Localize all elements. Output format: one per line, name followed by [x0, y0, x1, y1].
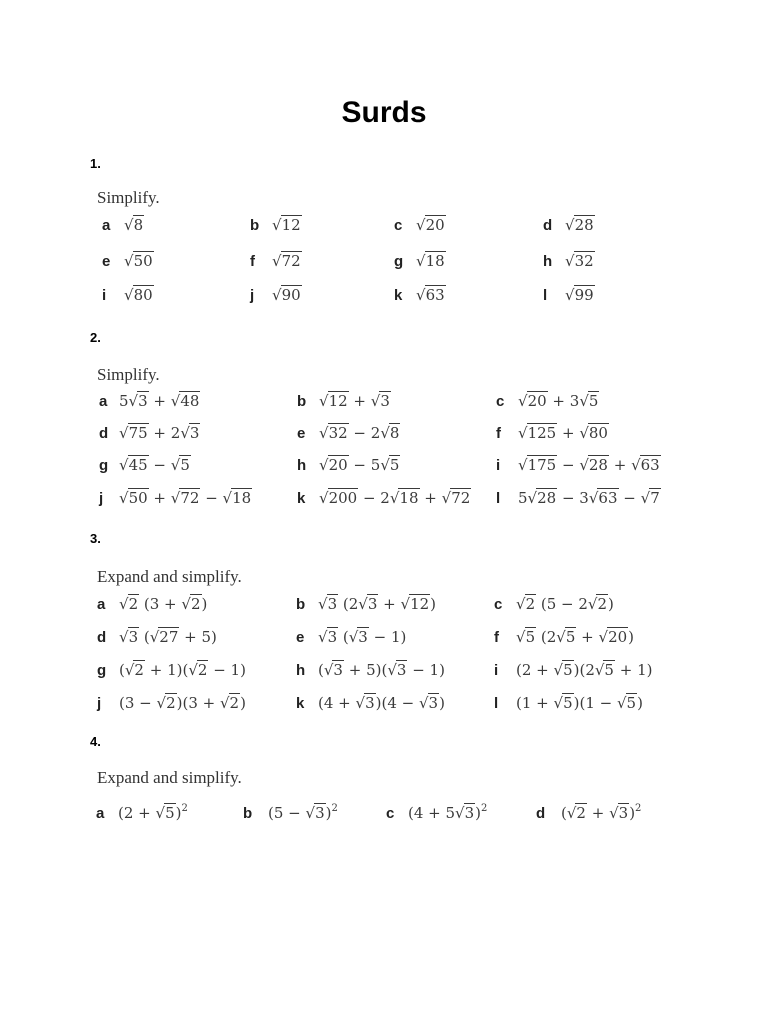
radical-sign: √ — [441, 489, 452, 507]
radical-sign: √ — [156, 694, 167, 712]
radicand: 2 — [190, 595, 201, 613]
item-letter: g — [394, 253, 404, 270]
exercise-item — [250, 216, 302, 234]
exercise-item — [394, 216, 446, 234]
radical-sign: √ — [155, 804, 166, 822]
radicand: 12 — [281, 216, 301, 234]
radical-sign: √ — [579, 456, 589, 474]
item-expression: $(4 + 5√3)^2$ — [408, 803, 488, 822]
item-letter: d — [543, 217, 553, 234]
radical-sign: √ — [553, 661, 564, 679]
exercise-item — [97, 628, 217, 646]
item-letter: j — [250, 287, 255, 304]
radicand: 2 — [229, 694, 240, 712]
radicand: 3 — [138, 392, 148, 410]
item-expression: √3 (√27 + 5) — [119, 628, 217, 646]
exercise-item — [297, 392, 391, 410]
item-expression: $(√2 + √3)^2$ — [561, 803, 642, 822]
item-letter: g — [99, 457, 109, 474]
radicand: 3 — [128, 628, 139, 646]
radical-sign: √ — [370, 392, 381, 410]
radical-sign: √ — [565, 216, 575, 234]
exercise-item — [494, 694, 643, 712]
radical-sign: √ — [455, 804, 465, 822]
exercise-item — [99, 489, 252, 507]
radical-sign: √ — [272, 286, 282, 304]
item-expression: $(5 - √3)^2$ — [268, 803, 338, 822]
exercise-item — [386, 803, 487, 822]
radicand: 90 — [281, 286, 301, 304]
item-expression — [416, 216, 446, 234]
exercise-item — [494, 661, 652, 679]
radical-sign: √ — [416, 216, 426, 234]
item-letter: l — [543, 287, 548, 304]
radicand: 5 — [180, 456, 190, 474]
item-expression — [565, 286, 595, 304]
radical-sign: √ — [358, 595, 368, 613]
radicand: 99 — [574, 286, 594, 304]
item-letter: l — [496, 490, 501, 507]
radicand: 32 — [328, 424, 348, 442]
radical-sign: √ — [119, 595, 129, 613]
radical-sign: √ — [609, 804, 619, 822]
exercise-item — [102, 216, 144, 234]
item-letter: c — [494, 596, 503, 613]
radicand: 63 — [640, 456, 660, 474]
item-letter: e — [296, 629, 305, 646]
radical-sign: √ — [318, 595, 328, 613]
radical-sign: √ — [149, 628, 160, 646]
radical-sign: √ — [416, 252, 426, 270]
item-expression: √3 (√3 − 1) — [318, 628, 407, 646]
radicand: 3 — [315, 804, 325, 822]
radicand: 72 — [451, 489, 471, 507]
item-letter: k — [394, 287, 403, 304]
radical-sign: √ — [319, 456, 329, 474]
item-letter: b — [250, 217, 260, 234]
radical-sign: √ — [389, 489, 400, 507]
item-expression: √175 − √28 + √63 — [518, 456, 660, 474]
exercise-item — [250, 286, 302, 304]
radicand: 3 — [365, 694, 375, 712]
radicand: 20 — [328, 456, 348, 474]
item-expression: √20 + 3√5 — [518, 392, 599, 410]
item-expression — [124, 286, 154, 304]
radicand: 2 — [597, 595, 608, 613]
radicand: 3 — [358, 628, 368, 646]
radicand: 72 — [281, 252, 301, 270]
item-expression — [124, 252, 154, 270]
radical-sign: √ — [319, 424, 329, 442]
item-letter: i — [102, 287, 107, 304]
radicand: 18 — [232, 489, 252, 507]
item-letter: c — [386, 805, 395, 822]
radical-sign: √ — [380, 456, 390, 474]
item-letter: k — [296, 695, 305, 712]
radical-sign: √ — [124, 286, 134, 304]
item-letter: b — [296, 596, 306, 613]
item-expression: (√2 + 1)(√2 − 1) — [119, 661, 246, 679]
item-expression: √125 + √80 — [518, 424, 608, 442]
item-letter: f — [250, 253, 255, 270]
radical-sign: √ — [323, 661, 334, 679]
radical-sign: √ — [181, 595, 191, 613]
item-letter: c — [496, 393, 505, 410]
question-instruction: Simplify. — [97, 365, 160, 384]
exponent: 2 — [635, 803, 642, 814]
exercise-item — [97, 595, 207, 613]
exercise-item — [297, 424, 400, 442]
radicand: 5 — [565, 628, 576, 646]
item-letter: a — [102, 217, 111, 234]
item-expression: $(2 + √5)^2$ — [118, 803, 188, 822]
radicand: 8 — [133, 216, 144, 234]
radicand: 175 — [527, 456, 557, 474]
radical-sign: √ — [387, 661, 397, 679]
item-letter: d — [97, 629, 107, 646]
item-letter: j — [97, 695, 102, 712]
item-expression: √50 + √72 − √18 — [119, 489, 252, 507]
radical-sign: √ — [416, 286, 426, 304]
radicand: 20 — [527, 392, 547, 410]
radical-sign: √ — [631, 456, 641, 474]
radicand: 7 — [650, 489, 660, 507]
question-number: 3. — [90, 531, 101, 546]
radicand: 8 — [389, 424, 400, 442]
radicand: 2 — [166, 694, 176, 712]
radical-sign: √ — [588, 489, 599, 507]
exercise-item — [99, 456, 191, 474]
item-expression: (1 + √5)(1 − √5) — [516, 694, 643, 712]
radicand: 3 — [327, 628, 338, 646]
radical-sign: √ — [124, 216, 134, 234]
radicand: 28 — [574, 216, 594, 234]
radical-sign: √ — [222, 489, 233, 507]
exercise-item — [296, 694, 445, 712]
radical-sign: √ — [219, 694, 230, 712]
item-expression: √75 + 2√3 — [119, 424, 200, 442]
radical-sign: √ — [119, 628, 129, 646]
item-expression: √3 (2√3 + √12) — [318, 595, 437, 613]
item-expression: √32 − 2√8 — [319, 424, 400, 442]
item-expression: 5√28 − 3√63 − √7 — [518, 489, 660, 507]
exercise-item — [243, 803, 338, 822]
exercise-item — [394, 252, 446, 270]
radical-sign: √ — [556, 628, 566, 646]
item-expression: √12 + √3 — [319, 392, 390, 410]
radical-sign: √ — [272, 252, 282, 270]
item-expression: (√3 + 5)(√3 − 1) — [318, 661, 445, 679]
exercise-item — [102, 252, 154, 270]
item-expression: √200 − 2√18 + √72 — [319, 489, 471, 507]
radical-sign: √ — [566, 804, 577, 822]
radicand: 75 — [128, 424, 148, 442]
item-letter: e — [297, 425, 306, 442]
item-letter: e — [102, 253, 111, 270]
exercise-item — [97, 694, 246, 712]
radical-sign: √ — [124, 661, 135, 679]
radical-sign: √ — [272, 216, 282, 234]
page-title: Surds — [341, 96, 427, 129]
radical-sign: √ — [380, 424, 390, 442]
radical-sign: √ — [319, 392, 329, 410]
radical-sign: √ — [124, 252, 134, 270]
radicand: 72 — [180, 489, 200, 507]
radicand: 2 — [576, 804, 586, 822]
radical-sign: √ — [598, 628, 609, 646]
radical-sign: √ — [616, 694, 627, 712]
radicand: 3 — [396, 661, 407, 679]
item-letter: k — [297, 490, 306, 507]
item-expression — [272, 286, 302, 304]
exercise-item — [96, 803, 188, 822]
radicand: 20 — [425, 216, 445, 234]
item-letter: h — [543, 253, 553, 270]
radicand: 2 — [197, 661, 208, 679]
radicand: 5 — [588, 392, 599, 410]
radicand: 12 — [328, 392, 348, 410]
exercise-item — [99, 392, 200, 410]
item-expression: √20 − 5√5 — [319, 456, 400, 474]
exponent: 2 — [181, 803, 188, 814]
item-letter: d — [99, 425, 109, 442]
radicand: 48 — [180, 392, 200, 410]
item-letter: b — [297, 393, 307, 410]
radicand: 5 — [626, 694, 637, 712]
exercise-item — [496, 489, 661, 507]
radicand: 27 — [159, 628, 179, 646]
item-letter: f — [496, 425, 501, 442]
item-expression — [272, 216, 302, 234]
question-number: 4. — [90, 734, 101, 749]
radicand: 50 — [133, 252, 153, 270]
item-letter: h — [297, 457, 307, 474]
radical-sign: √ — [565, 286, 575, 304]
exercise-item — [543, 286, 595, 304]
radicand: 28 — [537, 489, 557, 507]
radical-sign: √ — [180, 424, 190, 442]
radicand: 5 — [525, 628, 536, 646]
radicand: 2 — [525, 595, 536, 613]
radicand: 50 — [128, 489, 148, 507]
radicand: 80 — [588, 424, 608, 442]
exercise-item — [296, 595, 436, 613]
radical-sign: √ — [579, 392, 589, 410]
radical-sign: √ — [518, 456, 528, 474]
radicand: 32 — [574, 252, 594, 270]
radical-sign: √ — [553, 694, 564, 712]
radical-sign: √ — [400, 595, 411, 613]
item-expression: √2 (5 − 2√2) — [516, 595, 614, 613]
radicand: 18 — [399, 489, 419, 507]
item-expression — [416, 252, 446, 270]
radical-sign: √ — [119, 424, 129, 442]
radical-sign: √ — [565, 252, 575, 270]
radicand: 2 — [134, 661, 144, 679]
radical-sign: √ — [170, 489, 181, 507]
item-letter: c — [394, 217, 403, 234]
item-expression: √45 − √5 — [119, 456, 190, 474]
question-instruction: Expand and simplify. — [97, 768, 242, 787]
radicand: 63 — [425, 286, 445, 304]
item-expression: √5 (2√5 + √20) — [516, 628, 635, 646]
radicand: 5 — [563, 661, 573, 679]
item-letter: l — [494, 695, 499, 712]
radicand: 5 — [563, 694, 573, 712]
exercise-item — [494, 628, 634, 646]
radical-sign: √ — [640, 489, 651, 507]
item-letter: a — [97, 596, 106, 613]
radicand: 45 — [128, 456, 148, 474]
question-number: 2. — [90, 330, 101, 345]
question-instruction: Simplify. — [97, 188, 160, 207]
item-expression: (4 + √3)(4 − √3) — [318, 694, 445, 712]
radicand: 3 — [618, 804, 629, 822]
exercise-item — [496, 456, 661, 474]
item-letter: f — [494, 629, 499, 646]
radical-sign: √ — [170, 392, 181, 410]
item-expression — [416, 286, 446, 304]
exponent: 2 — [331, 803, 338, 814]
radical-sign: √ — [518, 392, 528, 410]
radicand: 5 — [165, 804, 175, 822]
radical-sign: √ — [516, 628, 526, 646]
item-expression — [565, 252, 595, 270]
item-expression — [565, 216, 595, 234]
exercise-item — [102, 286, 154, 304]
radicand: 5 — [604, 661, 614, 679]
exercise-item — [296, 628, 406, 646]
exercise-item — [543, 216, 595, 234]
exercise-item — [97, 661, 246, 679]
exercise-item — [250, 252, 302, 270]
radical-sign: √ — [119, 489, 129, 507]
question-instruction: Expand and simplify. — [97, 567, 242, 586]
exercise-item — [494, 595, 614, 613]
radical-sign: √ — [119, 456, 129, 474]
item-letter: j — [99, 490, 104, 507]
radicand: 63 — [598, 489, 618, 507]
item-expression: (2 + √5)(2√5 + 1) — [516, 661, 653, 679]
radical-sign: √ — [170, 456, 181, 474]
item-expression: (3 − √2)(3 + √2) — [119, 694, 246, 712]
radical-sign: √ — [579, 424, 589, 442]
item-letter: h — [296, 662, 306, 679]
radicand: 3 — [380, 392, 390, 410]
item-expression: 5√3 + √48 — [119, 392, 200, 410]
radicand: 5 — [389, 456, 400, 474]
radicand: 3 — [189, 424, 200, 442]
radicand: 3 — [464, 804, 475, 822]
radicand: 3 — [327, 595, 338, 613]
exercise-item — [297, 456, 400, 474]
radicand: 20 — [608, 628, 628, 646]
radical-sign: √ — [188, 661, 198, 679]
radicand: 28 — [588, 456, 608, 474]
item-letter: a — [96, 805, 105, 822]
item-letter: i — [496, 457, 501, 474]
radicand: 3 — [428, 694, 439, 712]
item-expression — [124, 216, 144, 234]
radicand: 200 — [328, 489, 358, 507]
radicand: 18 — [425, 252, 445, 270]
radicand: 3 — [333, 661, 343, 679]
radicand: 2 — [128, 595, 139, 613]
radicand: 80 — [133, 286, 153, 304]
item-letter: i — [494, 662, 499, 679]
exercise-item — [496, 424, 609, 442]
radical-sign: √ — [348, 628, 359, 646]
radical-sign: √ — [128, 392, 139, 410]
radical-sign: √ — [318, 628, 328, 646]
exercise-item — [296, 661, 445, 679]
question-number: 1. — [90, 156, 101, 171]
radical-sign: √ — [418, 694, 429, 712]
radical-sign: √ — [516, 595, 526, 613]
item-letter: g — [97, 662, 107, 679]
item-letter: b — [243, 805, 253, 822]
radical-sign: √ — [587, 595, 598, 613]
radical-sign: √ — [518, 424, 528, 442]
radical-sign: √ — [305, 804, 316, 822]
radical-sign: √ — [594, 661, 605, 679]
exercise-item — [297, 489, 471, 507]
radicand: 125 — [527, 424, 557, 442]
exercise-item — [536, 803, 641, 822]
exponent: 2 — [481, 803, 488, 814]
exercise-item — [394, 286, 446, 304]
radical-sign: √ — [527, 489, 538, 507]
radicand: 12 — [410, 595, 430, 613]
exercise-item — [543, 252, 595, 270]
exercise-item — [99, 424, 200, 442]
exercise-item — [496, 392, 599, 410]
item-letter: d — [536, 805, 546, 822]
radical-sign: √ — [355, 694, 366, 712]
item-expression — [272, 252, 302, 270]
radicand: 3 — [367, 595, 378, 613]
radical-sign: √ — [319, 489, 329, 507]
item-expression: √2 (3 + √2) — [119, 595, 208, 613]
item-letter: a — [99, 393, 108, 410]
